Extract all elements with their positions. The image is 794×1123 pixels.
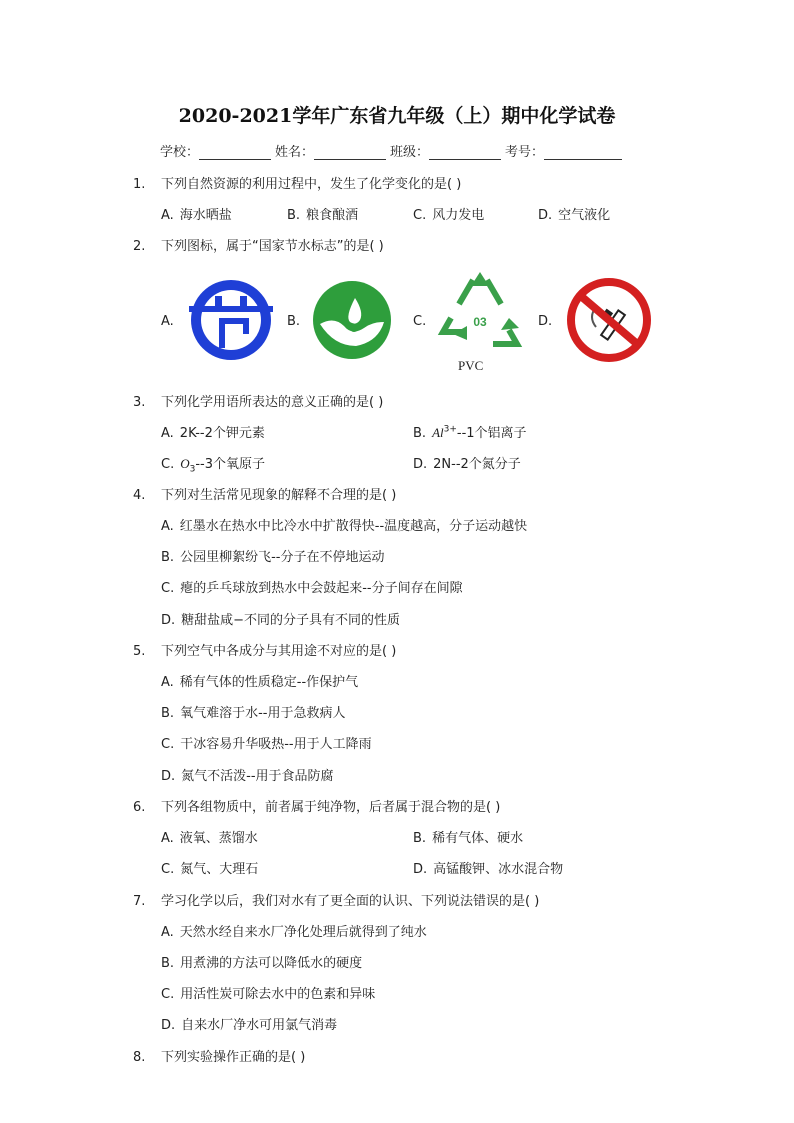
q2-option-d-label: D.: [538, 314, 553, 329]
question-8: [133, 1046, 305, 1065]
ozone-symbol: O: [180, 456, 190, 471]
q4-option-c: C. 瘪的乒乓球放到热水中会鼓起来--分子间存在间隙: [161, 581, 463, 596]
q1-option-b: B. 粮食酿酒: [287, 208, 359, 223]
question-number: 2.: [133, 239, 146, 254]
q1-option-c: C. 风力发电: [413, 208, 485, 223]
question-2: [133, 235, 384, 254]
recycle-caption: PVC: [458, 358, 484, 373]
question-number: 8.: [133, 1050, 146, 1065]
class-blank: [429, 146, 501, 160]
question-number: 5.: [133, 644, 146, 659]
q7-option-b: B. 用煮沸的方法可以降低水的硬度: [161, 956, 363, 971]
q5-option-a: A. 稀有气体的性质稳定--作保护气: [161, 675, 359, 690]
question-text: 下列实验操作正确的是( ): [161, 1050, 306, 1065]
school-label: 学校：: [160, 145, 200, 160]
recycle-number: 03: [473, 315, 487, 329]
question-5: [133, 640, 396, 659]
question-number: 7.: [133, 894, 146, 909]
q4-option-b: B. 公园里柳絮纷飞--分子在不停地运动: [161, 550, 385, 565]
q7-option-d: D. 自来水厂净水可用氯气消毒: [161, 1018, 338, 1033]
question-number: 6.: [133, 800, 146, 815]
student-info-line: [160, 141, 626, 160]
question-3: [133, 391, 383, 410]
q1-option-a: A. 海水晒盐: [161, 208, 232, 223]
id-blank: [544, 146, 622, 160]
question-1: [133, 173, 461, 192]
question-text: 下列图标，属于“国家节水标志”的是( ): [161, 239, 384, 254]
q6-option-d: D. 高锰酸钾、冰水混合物: [413, 862, 564, 877]
q3-option-d: D. 2N--2个氮分子: [413, 457, 521, 472]
q3-option-b: B. $Al^{3+}--1$个铝离子: [413, 424, 527, 441]
q3-option-a: A. 2K--2个钾元素: [161, 426, 265, 441]
question-text: 下列空气中各成分与其用途不对应的是( ): [161, 644, 397, 659]
name-blank: [314, 146, 386, 160]
question-6: [133, 796, 500, 815]
q7-option-c: C. 用活性炭可除去水中的色素和异味: [161, 987, 376, 1002]
id-label: 考号：: [505, 145, 545, 160]
q2-option-c-label: C.: [413, 314, 427, 329]
question-text: 下列对生活常见现象的解释不合理的是( ): [161, 488, 397, 503]
question-number: 1.: [133, 177, 146, 192]
q3-option-c: C. $O_3--3$个氧原子: [161, 456, 265, 475]
q7-option-a: A. 天然水经自来水厂净化处理后就得到了纯水: [161, 925, 427, 940]
no-smoking-sign-icon: [566, 277, 652, 363]
q5-option-c: C. 干冰容易升华吸热--用于人工降雨: [161, 737, 372, 752]
q6-option-c: C. 氮气、大理石: [161, 862, 259, 877]
exam-title: 2020-2021学年广东省九年级（上）期中化学试卷: [178, 105, 616, 127]
question-text: 下列各组物质中，前者属于纯净物，后者属于混合物的是( ): [161, 800, 501, 815]
name-label: 姓名：: [275, 145, 315, 160]
question-number: 3.: [133, 395, 146, 410]
recycle-symbol-icon: [437, 270, 523, 350]
question-text: 下列自然资源的利用过程中，发生了化学变化的是( ): [161, 177, 462, 192]
q6-option-a: A. 液氧、蒸馏水: [161, 831, 258, 846]
q1-option-d: D. 空气液化: [538, 208, 611, 223]
question-4: [133, 484, 396, 503]
q2-option-b-label: B.: [287, 314, 301, 329]
school-blank: [199, 146, 271, 160]
question-text: 学习化学以后，我们对水有了更全面的认识、下列说法错误的是( ): [161, 894, 540, 909]
q5-option-d: D. 氮气不活泼--用于食品防腐: [161, 769, 334, 784]
q6-option-b: B. 稀有气体、硬水: [413, 831, 524, 846]
q4-option-a: A. 红墨水在热水中比冷水中扩散得快--温度越高，分子运动越快: [161, 519, 528, 534]
q4-option-d: D. 糖甜盐咸−不同的分子具有不同的性质: [161, 613, 401, 628]
water-saving-logo-icon: [189, 278, 273, 362]
aluminum-ion-symbol: Al: [432, 425, 444, 440]
question-number: 4.: [133, 488, 146, 503]
q5-option-b: B. 氧气难溶于水--用于急救病人: [161, 706, 346, 721]
class-label: 班级：: [390, 145, 430, 160]
question-7: [133, 890, 539, 909]
question-text: 下列化学用语所表达的意义正确的是( ): [161, 395, 384, 410]
green-water-logo-icon: [312, 280, 392, 360]
q2-option-a-label: A.: [161, 314, 174, 329]
